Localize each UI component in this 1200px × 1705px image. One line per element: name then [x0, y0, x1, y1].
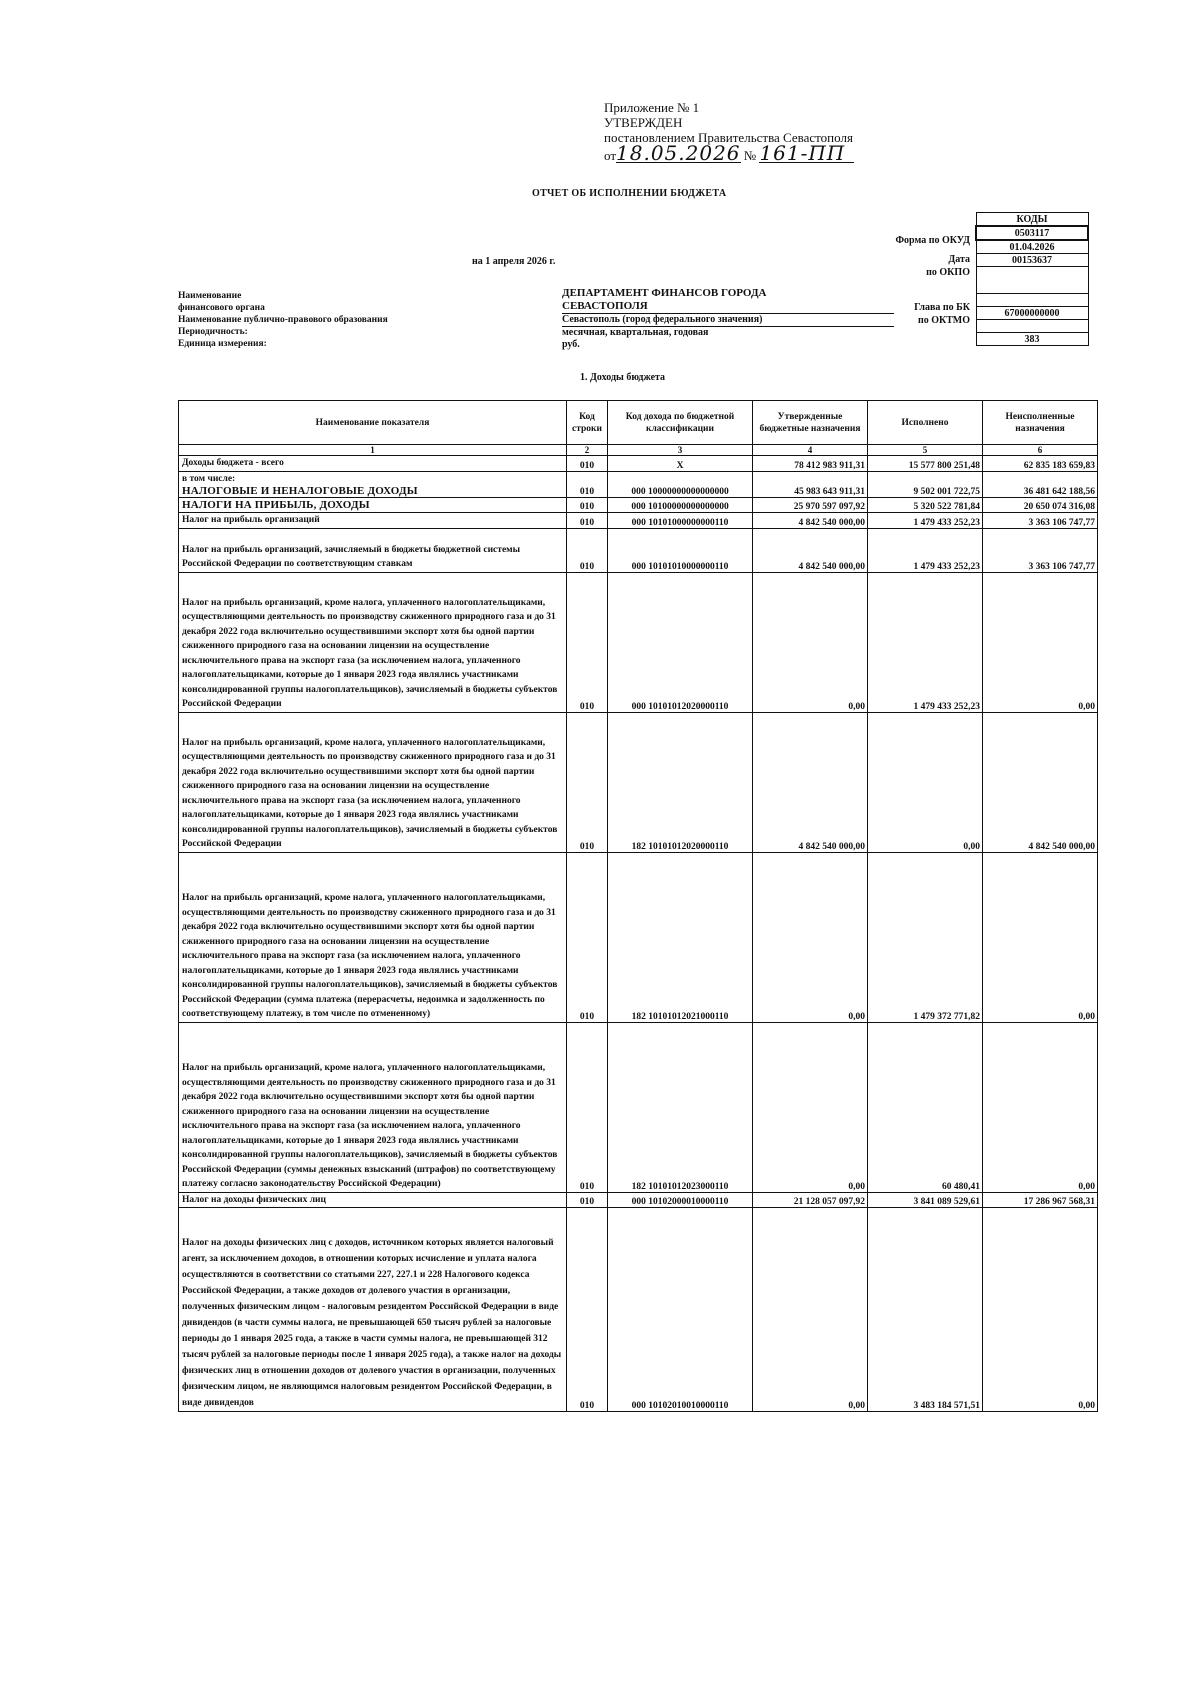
report-as-of: на 1 апреля 2026 г.: [472, 256, 556, 267]
col-header-name: Наименование показателя: [179, 401, 567, 445]
fin-organ-name-1: ДЕПАРТАМЕНТ ФИНАНСОВ ГОРОДА: [562, 287, 767, 299]
okpo-code: 00153637: [976, 254, 1088, 267]
resolution-label: постановлением Правительства Севастополя: [604, 130, 853, 145]
col-header-line: Код строки: [567, 401, 608, 445]
okpo-label: по ОКПО: [926, 267, 970, 278]
table-row: НАЛОГИ НА ПРИБЫЛЬ, ДОХОДЫ 010 000 10100000000000000 25 970 597 097,92 5 320 522 781,84 20 650 074 316,08: [179, 497, 1098, 513]
table-row: в том числе: НАЛОГОВЫЕ И НЕНАЛОГОВЫЕ ДОХОДЫ 010 000 10000000000000000 45 983 643 911,31 9 502 001 722,75 36 481 642 188,56: [179, 471, 1098, 497]
table-header-row: [179, 401, 1098, 445]
resolution-date-number: от18.05.2026 № 161-ПП: [604, 145, 864, 163]
period-code: [976, 320, 1088, 333]
table-row: Налог на прибыль организаций, кроме налога, уплаченного налогоплательщиками, осуществляющими деятельность по производству сжиженного природного газа и до 31 декабря 2022 года включительно осуществившими экспорт хотя бы одной партии сжиженного природного газа на основании лицензии на осуществление исключительного права на экспорт газа (за исключением налога, уплаченного налогоплательщиками, которые до 1 января 2023 года являлись участниками консолидированной группы налогоплательщиков), зачисляемый в бюджеты субъектов Российской Федерации (сумма платежа (перерасчеты, недоимка и задолженность по соответствующему платежу, в том числе по отмененному) 010 182 10101012021000110 0,00 1 479 372 771,82 0,00: [179, 852, 1098, 1022]
table-row: Налог на прибыль организаций, кроме налога, уплаченного налогоплательщиками, осуществляющими деятельность по производству сжиженного природного газа и до 31 декабря 2022 года включительно осуществившими экспорт хотя бы одной партии сжиженного природного газа на основании лицензии на осуществление исключительного права на экспорт газа (за исключением налога, уплаченного налогоплательщиками, которые до 1 января 2023 года являлись участниками консолидированной группы налогоплательщиков), зачисляемый в бюджеты субъектов Российской Федерации 010 182 10101012020000110 4 842 540 000,00 0,00 4 842 540 000,00: [179, 712, 1098, 852]
periodicity: месячная, квартальная, годовая: [562, 327, 709, 338]
table-row: Налог на доходы физических лиц 010 000 10102000010000110 21 128 057 097,92 3 841 089 529,61 17 286 967 568,31: [179, 1192, 1098, 1208]
column-number-row: 1 2 3 4 5 6: [179, 445, 1098, 456]
codes-box: [975, 212, 1089, 346]
fin-organ-name-2: СЕВАСТОПОЛЯ: [562, 300, 894, 314]
income-table: [178, 400, 1098, 1412]
oktmo-code: 67000000000: [976, 307, 1088, 320]
appendix-label: Приложение № 1: [604, 100, 700, 115]
approved-label: УТВЕРЖДЕН: [604, 115, 683, 130]
codes-header: КОДЫ: [976, 213, 1088, 227]
unit-name: руб.: [562, 339, 580, 350]
fin-organ-label: Наименование финансового органа Наименование публично-правового образования Периодичность: Единица измерения:: [178, 291, 388, 349]
header-values: [562, 286, 894, 351]
unit-code: 383: [976, 333, 1088, 346]
resolution-date: 18.05.2026: [616, 141, 741, 165]
resolution-number: 161-ПП: [759, 145, 854, 163]
glava-label: Глава по БК: [914, 302, 970, 313]
col-header-approved: Утвержденные бюджетные назначения: [753, 401, 868, 445]
okud-code: 0503117: [976, 226, 1088, 240]
empty-code-cell: [976, 267, 1088, 294]
report-date-code: 01.04.2026: [976, 240, 1088, 254]
table-row: Налог на доходы физических лиц с доходов, источником которых является налоговый агент, за исключением доходов, в отношении которых исчисление и уплата налога осуществляются в соответствии со статьями 227, 227.1 и 228 Налогового кодекса Российской Федерации, а также доходов от долевого участия в организации, полученных физическим лицом - налоговым резидентом Российской Федерации в виде дивидендов (в части суммы налога, не превышающей 650 тысяч рублей за налоговые периоды до 1 января 2025 года, а также в части суммы налога, не превышающей 312 тысяч рублей за налоговые периоды после 1 января 2025 года), а также налог на доходы физических лиц в отношении доходов от долевого участия в организации, полученных физическим лицом, не являющимся налоговым резидентом Российской Федерации, в виде дивидендов 010 000 10102010010000110 0,00 3 483 184 571,51 0,00: [179, 1208, 1098, 1412]
report-title: ОТЧЕТ ОБ ИСПОЛНЕНИИ БЮДЖЕТА: [532, 188, 727, 199]
section-title: 1. Доходы бюджета: [580, 372, 666, 383]
col-header-executed: Исполнено: [868, 401, 983, 445]
okud-label: Форма по ОКУД: [895, 235, 970, 246]
col-header-unexecuted: Неисполненные назначения: [983, 401, 1098, 445]
ppo-name: Севастополь (город федерального значения): [562, 314, 894, 327]
oktmo-label: по ОКТМО: [917, 315, 970, 326]
glava-code: [976, 294, 1088, 307]
table-row: Налог на прибыль организаций, зачисляемый в бюджеты бюджетной системы Российской Федерации по соответствующим ставкам 010 000 10101010000000110 4 842 540 000,00 1 479 433 252,23 3 363 106 747,77: [179, 528, 1098, 572]
col-header-code: Код дохода по бюджетной классификации: [608, 401, 753, 445]
table-row: Налог на прибыль организаций, кроме налога, уплаченного налогоплательщиками, осуществляющими деятельность по производству сжиженного природного газа и до 31 декабря 2022 года включительно осуществившими экспорт хотя бы одной партии сжиженного природного газа на основании лицензии на осуществление исключительного права на экспорт газа (за исключением налога, уплаченного налогоплательщиками, которые до 1 января 2023 года являлись участниками консолидированной группы налогоплательщиков), зачисляемый в бюджеты субъектов Российской Федерации (суммы денежных взысканий (штрафов) по соответствующему платежу согласно законодательству Российской Федерации) 010 182 10101012023000110 0,00 60 480,41 0,00: [179, 1022, 1098, 1192]
table-row: Налог на прибыль организаций, кроме налога, уплаченного налогоплательщиками, осуществляющими деятельность по производству сжиженного природного газа и до 31 декабря 2022 года включительно осуществившими экспорт хотя бы одной партии сжиженного природного газа на основании лицензии на осуществление исключительного права на экспорт газа (за исключением налога, уплаченного налогоплательщиками, которые до 1 января 2023 года являлись участниками консолидированной группы налогоплательщиков), зачисляемый в бюджеты субъектов Российской Федерации 010 000 10101012020000110 0,00 1 479 433 252,23 0,00: [179, 572, 1098, 712]
approval-block: [604, 100, 864, 163]
table-row: Доходы бюджета - всего 010 X 78 412 983 911,31 15 577 800 251,48 62 835 183 659,83: [179, 456, 1098, 472]
table-row: Налог на прибыль организаций 010 000 10101000000000110 4 842 540 000,00 1 479 433 252,23 3 363 106 747,77: [179, 513, 1098, 529]
date-label: Дата: [948, 254, 970, 265]
